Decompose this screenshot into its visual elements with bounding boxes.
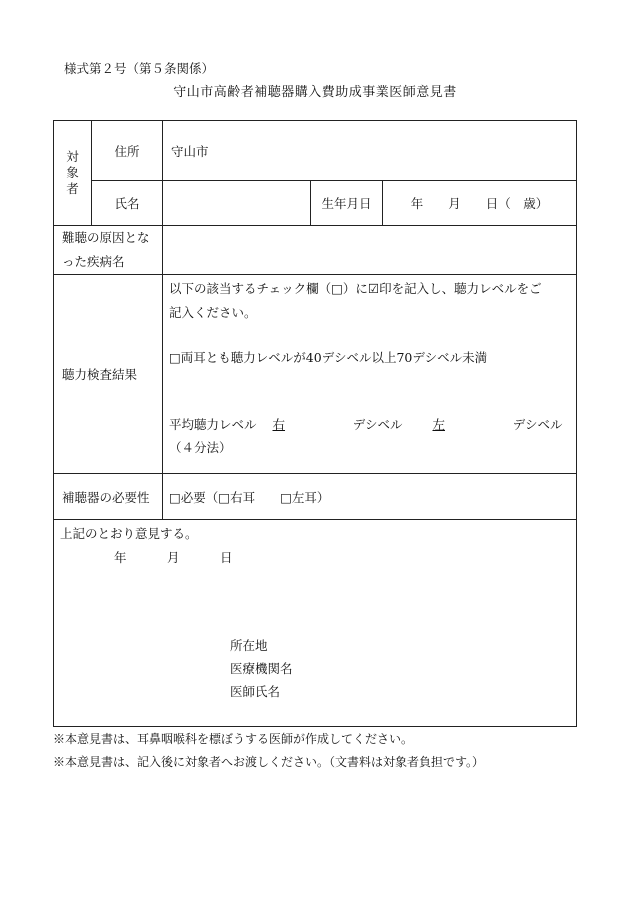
right-ear-label: 右 — [272, 417, 286, 432]
disease-field[interactable] — [163, 226, 577, 275]
average-hearing-level — [169, 415, 570, 433]
hearing-aid-label: 補聴器の必要性 — [54, 474, 163, 520]
note-1: ※本意見書は、耳鼻咽喉科を標ぼうする医師が作成してください。 — [53, 732, 414, 746]
hearing-test-row — [54, 275, 577, 474]
birthdate-label: 生年月日 — [311, 181, 383, 226]
instruction-line1: 以下の該当するチェック欄（□）に☑印を記入し、聴力レベルをご — [169, 281, 542, 296]
hearing-aid-checkboxes[interactable]: □必要（□右耳 □左耳） — [163, 474, 577, 520]
location-label: 所在地 — [230, 638, 268, 653]
left-ear-db-field[interactable] — [432, 415, 562, 433]
subject-label: 対 象 者 — [54, 121, 92, 226]
disease-label-line1: 難聴の原因とな — [62, 230, 150, 245]
left-ear-label: 左 — [432, 417, 445, 432]
date-year-label: 年 — [114, 550, 127, 565]
address-row — [54, 121, 577, 181]
left-ear-unit: デシベル — [512, 417, 563, 432]
signature-row — [54, 520, 577, 727]
date-day-label: 日 — [220, 550, 233, 565]
name-row — [54, 181, 577, 226]
address-label: 住所 — [92, 121, 163, 181]
doctor-name-label: 医師氏名 — [230, 684, 281, 699]
document-title: 守山市高齢者補聴器購入費助成事業医師意見書 — [173, 85, 457, 100]
instruction-line2: 記入ください。 — [169, 305, 257, 320]
disease-row — [54, 226, 577, 275]
calc-method: （４分法） — [169, 440, 232, 455]
address-field[interactable]: 守山市 — [163, 121, 577, 181]
hearing-test-label: 聴力検査結果 — [54, 275, 163, 474]
form-number: 様式第２号（第５条関係） — [64, 61, 215, 76]
signature-cell — [54, 520, 577, 727]
disease-label — [54, 226, 163, 275]
disease-label-line2: った疾病名 — [62, 254, 125, 269]
name-label: 氏名 — [92, 181, 163, 226]
threshold-checkbox[interactable]: □両耳とも聴力レベルが40デシベル以上70デシベル未満 — [169, 350, 488, 365]
date-month-label: 月 — [167, 550, 180, 565]
hearing-aid-row — [54, 474, 577, 520]
opinion-form-table — [53, 120, 577, 727]
name-field[interactable] — [163, 181, 311, 226]
birthdate-field[interactable]: 年 月 日（ 歳） — [383, 181, 577, 226]
institution-label: 医療機関名 — [230, 661, 293, 676]
average-label: 平均聴力レベル — [169, 417, 257, 432]
note-2: ※本意見書は、記入後に対象者へお渡しください。（文書料は対象者負担です。） — [53, 755, 485, 769]
hearing-test-cell — [163, 275, 577, 474]
right-ear-unit: デシベル — [352, 417, 403, 432]
right-ear-db-field[interactable] — [273, 415, 403, 433]
signature-statement: 上記のとおり意見する。 — [60, 526, 198, 541]
